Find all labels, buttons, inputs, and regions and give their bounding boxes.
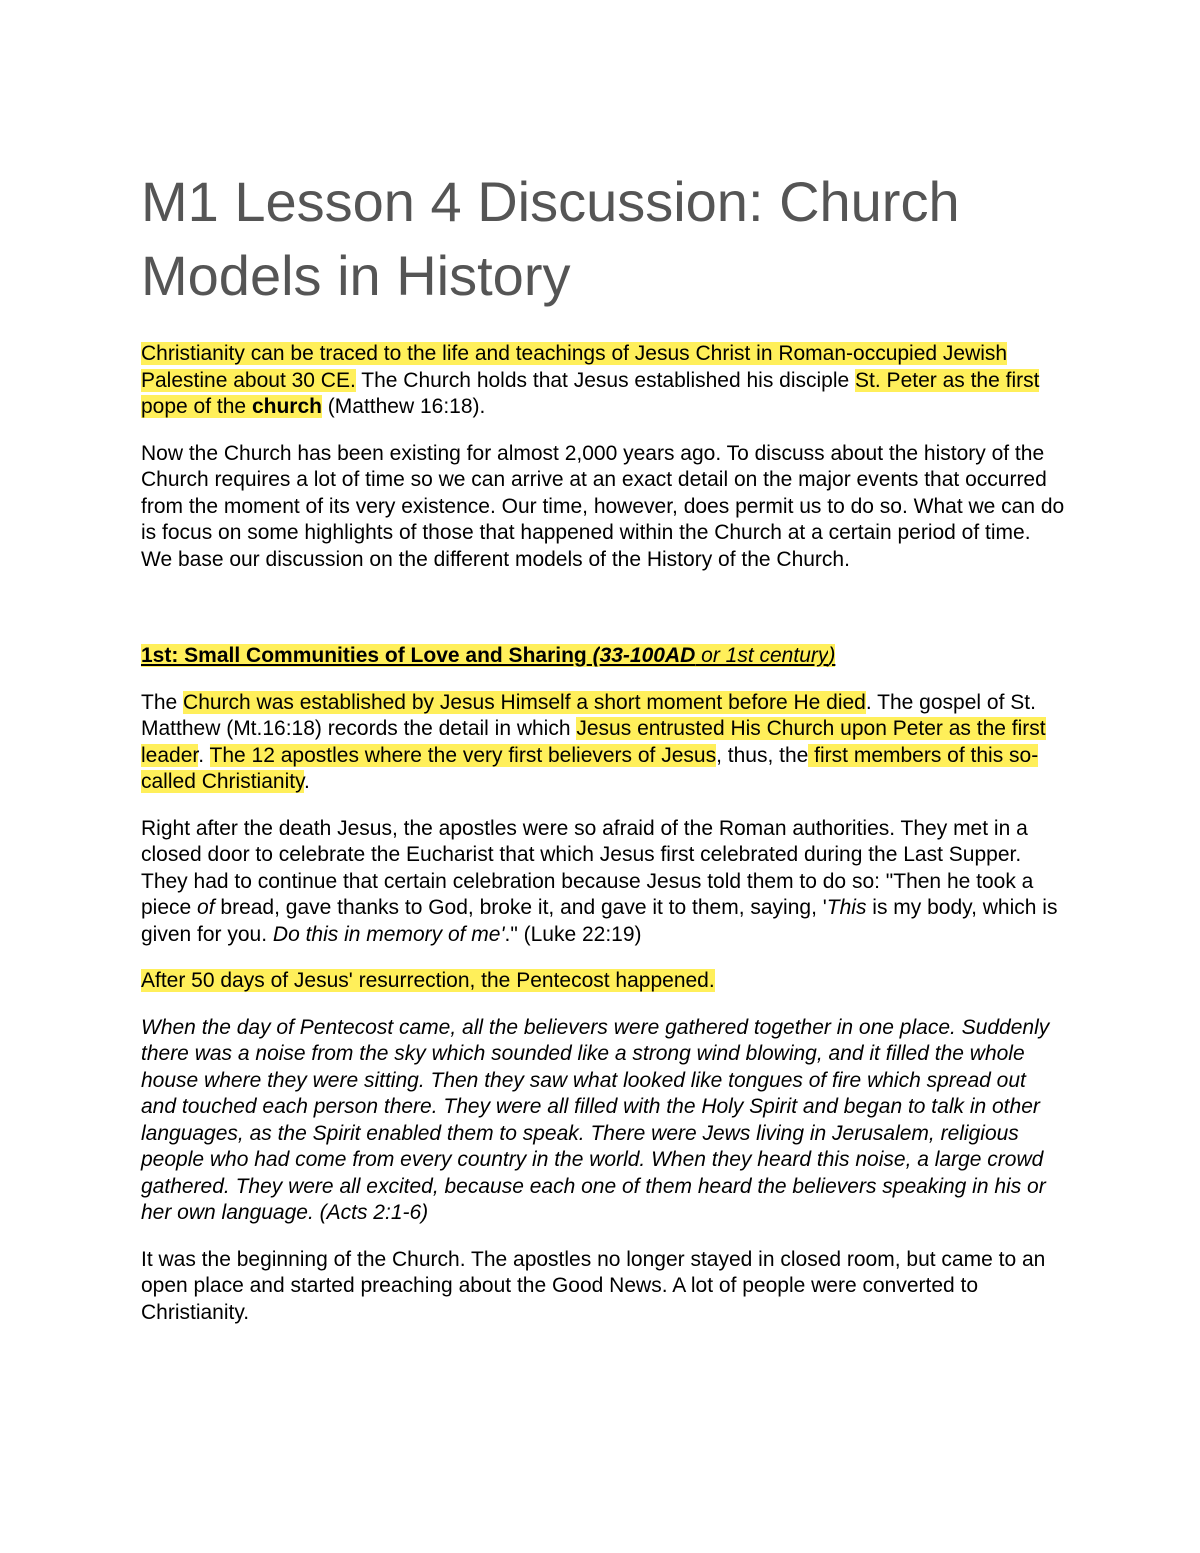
para4-text-3: is my body, which is given for you. (141, 896, 1058, 946)
para3-highlight-1: Church was established by Jesus Himself a short moment before He died (183, 690, 866, 714)
intro-church-bold: church (251, 395, 322, 418)
para3-text-2: . The gospel of St. Matthew (Mt.16:18) records the detail in which (141, 690, 1036, 740)
intro-highlight-1: Christianity can be traced to the life and teachings of Jesus Christ in Roman-occupied Jewish Palestine about 30 CE. (141, 342, 1008, 392)
intro-text-2: (Matthew 16:18). (321, 395, 486, 418)
para4-text-4: ." (Luke 22:19) (504, 922, 642, 946)
establishment-paragraph (141, 690, 1066, 796)
acts-quote: When the day of Pentecost came, all the believers were gathered together in one place. Suddenly there was a noise from the sky which sounded like a strong wind blowing, and it filled the whole house where they were sitting. Then they saw what looked like tongues of fire which spread out and touched each person there. They were all filled with the Holy Spirit and began to talk in other languages, as the Spirit enabled them to speak. There were Jews living in Jerusalem, religious people who had come from every country in the world. When they heard this noise, a large crowd gathered. They were all excited, because each one of them heard the believers speaking in his or her own language. (Acts 2:1-6) (141, 1015, 1050, 1224)
para3-text-3: . (198, 743, 210, 767)
intro-text-1: The Church holds that Jesus established his disciple (355, 368, 856, 392)
section-heading-years: 33-100AD (599, 644, 696, 667)
para3-highlight-3: The 12 apostles where the very first believers of Jesus (209, 743, 717, 767)
section-heading-close-paren: ) (828, 644, 836, 667)
intro-paragraph (141, 341, 1066, 421)
para4-text-1: Right after the death Jesus, the apostles were so afraid of the Roman authorities. They met in a closed door to celebrate the Eucharist that which Jesus first celebrated during the Last Supper. They had to continue that certain celebration because Jesus told them to do so: "Then he took a piece (141, 816, 1034, 919)
para3-highlight-4: first members of this so-called Christianity (141, 743, 1039, 793)
para3-text-4: , thus, the (716, 743, 809, 767)
section-heading-century: or 1st century (695, 644, 829, 667)
para4-text-2: bread, gave thanks to God, broke it, and gave it to them, saying, ' (214, 896, 827, 919)
para3-text-5: . (304, 770, 310, 793)
beginning-paragraph: It was the beginning of the Church. The apostles no longer stayed in closed room, but came to an open place and started preaching about the Good News. A lot of people were converted to Christianity. (141, 1247, 1046, 1324)
document-title: M1 Lesson 4 Discussion: Church Models in History (141, 170, 960, 307)
pentecost-paragraph (141, 968, 1066, 995)
para3-highlight-2: Jesus entrusted His Church upon Peter as the first leader (141, 717, 1046, 767)
para4-italic-of: of (197, 896, 215, 919)
eucharist-paragraph (141, 816, 1066, 949)
para3-text-1: The (141, 690, 184, 714)
pentecost-highlight: After 50 days of Jesus' resurrection, the Pentecost happened. (141, 969, 715, 992)
para4-italic-memory: Do this in memory of me' (272, 922, 505, 946)
para4-italic-this: This (826, 896, 867, 919)
overview-paragraph: Now the Church has been existing for almost 2,000 years ago. To discuss about the history of the Church requires a lot of time so we can arrive at an exact detail on the major events that occurred from the moment of its very existence. Our time, however, does permit us to do so. What we can do is focus on some highlights of those that happened within the Church at a certain period of time. We base our discussion on the different models of the History of the Church. (141, 441, 1065, 571)
section-heading-open-paren: ( (586, 644, 600, 667)
section-heading (141, 643, 1066, 670)
intro-highlight-2: St. Peter as the first pope of the (141, 368, 1040, 418)
section-heading-title: 1st: Small Communities of Love and Sharing (141, 644, 587, 667)
